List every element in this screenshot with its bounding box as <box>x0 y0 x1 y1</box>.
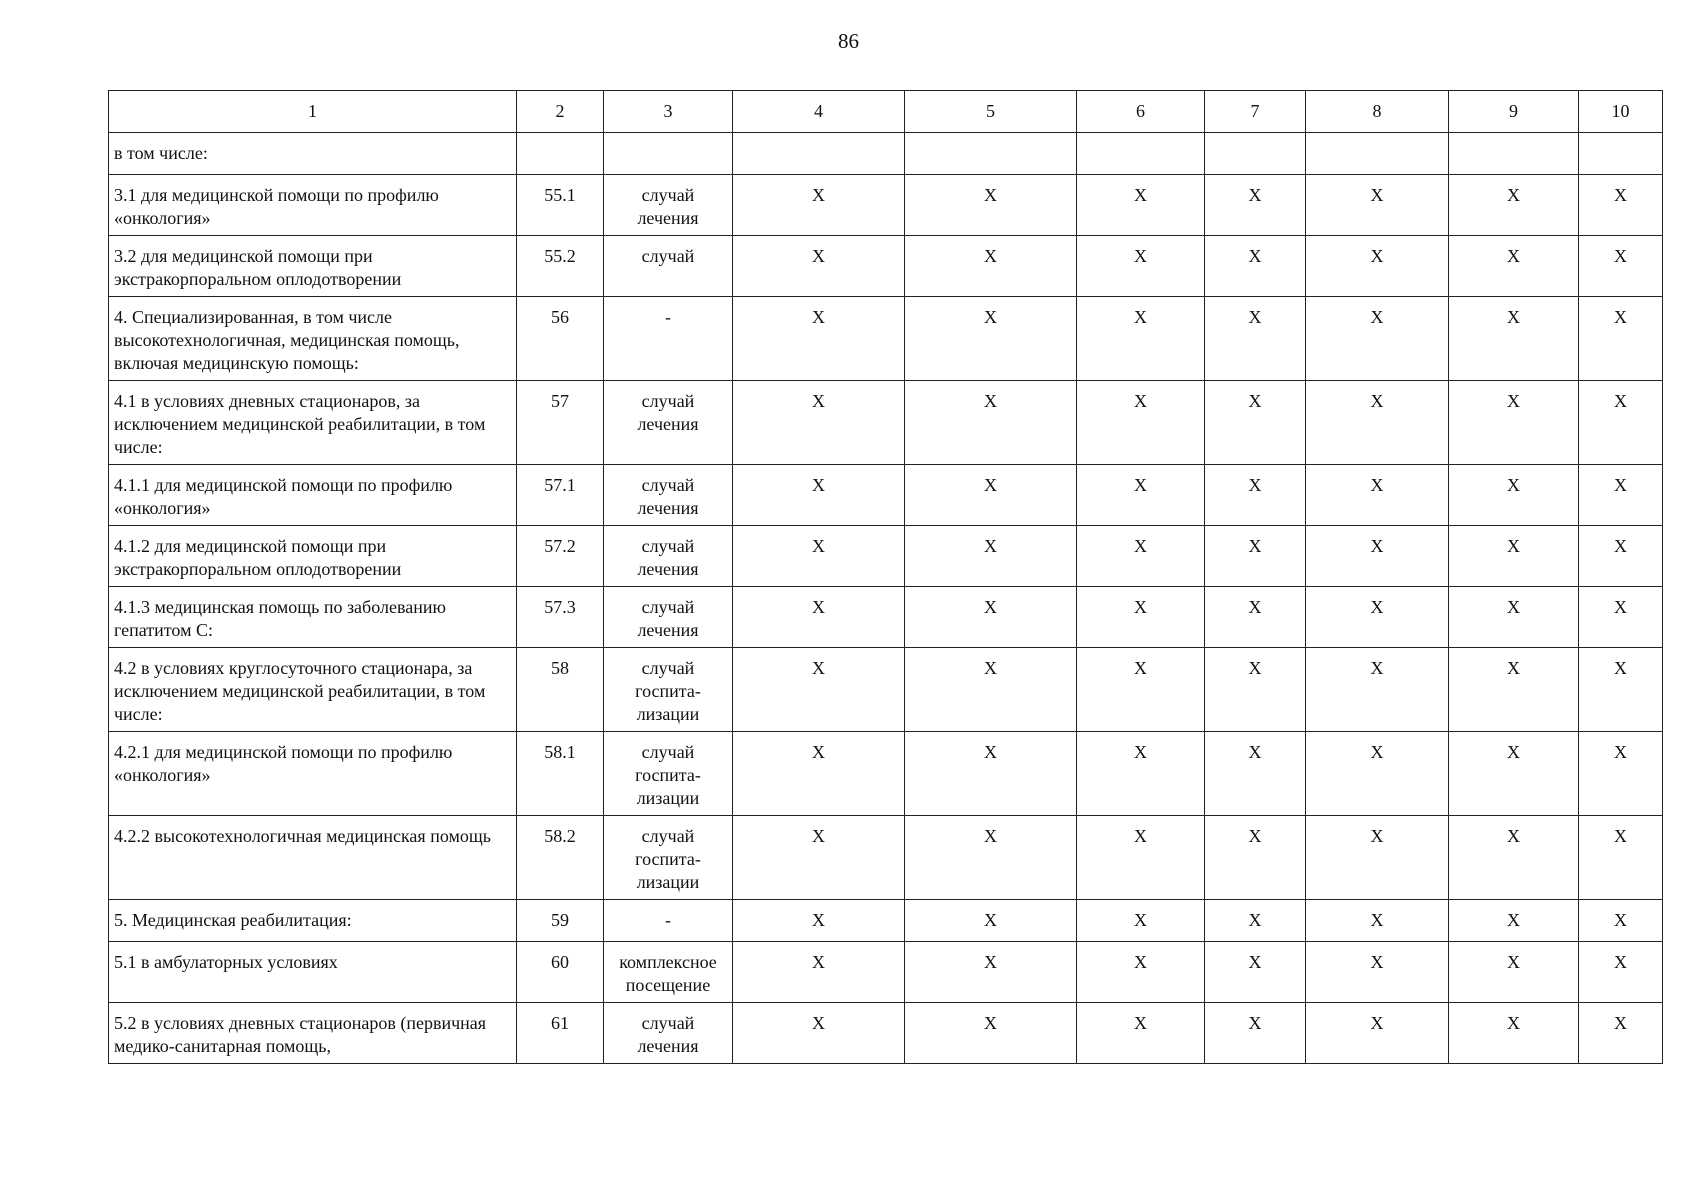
row-value-cell: X <box>1449 526 1579 587</box>
row-value-cell: X <box>1306 1003 1449 1064</box>
row-value-cell: X <box>1306 942 1449 1003</box>
table-row <box>109 236 1663 297</box>
row-value-cell: X <box>1579 732 1663 816</box>
row-value-cell <box>733 133 905 175</box>
row-value-cell <box>1077 133 1205 175</box>
row-value-cell: X <box>1449 236 1579 297</box>
header-cell: 1 <box>109 91 517 133</box>
table-header-row <box>109 91 1663 133</box>
row-name-cell: 4.1.3 медицинская помощь по заболеванию гепатитом С: <box>109 587 517 648</box>
row-value-cell: X <box>1579 1003 1663 1064</box>
row-value-cell: X <box>733 587 905 648</box>
table-row <box>109 465 1663 526</box>
row-value-cell: X <box>1306 526 1449 587</box>
table-row <box>109 381 1663 465</box>
row-value-cell: X <box>1205 297 1306 381</box>
row-value-cell: X <box>1579 175 1663 236</box>
row-value-cell: X <box>1449 942 1579 1003</box>
row-code-cell: 58 <box>517 648 604 732</box>
row-value-cell: X <box>1205 236 1306 297</box>
row-name-cell: 5.2 в условиях дневных стационаров (первичная медико-санитарная помощь, <box>109 1003 517 1064</box>
header-cell: 6 <box>1077 91 1205 133</box>
table-row <box>109 175 1663 236</box>
row-value-cell: X <box>1579 381 1663 465</box>
row-name-cell: 4.1 в условиях дневных стационаров, за исключением медицинской реабилитации, в том числе: <box>109 381 517 465</box>
row-value-cell: X <box>1579 587 1663 648</box>
row-value-cell: X <box>905 381 1077 465</box>
header-cell: 7 <box>1205 91 1306 133</box>
row-unit-cell: случай госпита-лизации <box>604 732 733 816</box>
data-table <box>108 90 1663 1064</box>
row-value-cell: X <box>1306 648 1449 732</box>
row-value-cell: X <box>1077 1003 1205 1064</box>
row-value-cell: X <box>1077 297 1205 381</box>
row-value-cell: X <box>1205 732 1306 816</box>
table-row <box>109 587 1663 648</box>
row-value-cell: X <box>905 526 1077 587</box>
row-value-cell: X <box>905 465 1077 526</box>
row-value-cell: X <box>905 732 1077 816</box>
row-value-cell: X <box>1449 648 1579 732</box>
row-value-cell: X <box>733 648 905 732</box>
table-row <box>109 648 1663 732</box>
row-name-cell: 3.2 для медицинской помощи при экстракорпоральном оплодотворении <box>109 236 517 297</box>
row-value-cell <box>1579 133 1663 175</box>
header-cell: 8 <box>1306 91 1449 133</box>
row-value-cell <box>1205 133 1306 175</box>
header-cell: 2 <box>517 91 604 133</box>
row-value-cell: X <box>1306 900 1449 942</box>
row-unit-cell: случай лечения <box>604 587 733 648</box>
row-code-cell: 57.1 <box>517 465 604 526</box>
row-value-cell: X <box>905 236 1077 297</box>
row-name-cell: 5. Медицинская реабилитация: <box>109 900 517 942</box>
row-value-cell: X <box>905 816 1077 900</box>
row-unit-cell: случай лечения <box>604 465 733 526</box>
row-code-cell: 59 <box>517 900 604 942</box>
row-unit-cell <box>604 133 733 175</box>
table-row <box>109 732 1663 816</box>
row-value-cell: X <box>1449 297 1579 381</box>
row-value-cell: X <box>1077 587 1205 648</box>
row-value-cell <box>1306 133 1449 175</box>
row-value-cell: X <box>1077 465 1205 526</box>
row-code-cell <box>517 133 604 175</box>
row-value-cell: X <box>1306 236 1449 297</box>
row-name-cell: 4. Специализированная, в том числе высокотехнологичная, медицинская помощь, включая медицинскую помощь: <box>109 297 517 381</box>
row-value-cell: X <box>1205 381 1306 465</box>
row-unit-cell: случай госпита-лизации <box>604 816 733 900</box>
row-unit-cell: - <box>604 297 733 381</box>
row-value-cell: X <box>1077 175 1205 236</box>
row-value-cell: X <box>905 648 1077 732</box>
row-value-cell: X <box>733 236 905 297</box>
row-value-cell: X <box>733 465 905 526</box>
row-name-cell: 4.2.2 высокотехнологичная медицинская помощь <box>109 816 517 900</box>
row-value-cell: X <box>733 175 905 236</box>
row-code-cell: 58.2 <box>517 816 604 900</box>
row-code-cell: 58.1 <box>517 732 604 816</box>
row-value-cell: X <box>1205 942 1306 1003</box>
row-value-cell: X <box>1205 1003 1306 1064</box>
row-name-cell: 4.2 в условиях круглосуточного стационара, за исключением медицинской реабилитации, в том числе: <box>109 648 517 732</box>
row-value-cell: X <box>905 297 1077 381</box>
row-value-cell: X <box>1205 816 1306 900</box>
table-row <box>109 942 1663 1003</box>
row-value-cell: X <box>1077 526 1205 587</box>
row-code-cell: 57.2 <box>517 526 604 587</box>
table-row <box>109 133 1663 175</box>
row-value-cell: X <box>905 900 1077 942</box>
row-name-cell: 4.2.1 для медицинской помощи по профилю «онкология» <box>109 732 517 816</box>
row-name-cell: 5.1 в амбулаторных условиях <box>109 942 517 1003</box>
row-value-cell: X <box>1449 900 1579 942</box>
row-value-cell: X <box>1579 465 1663 526</box>
row-value-cell: X <box>1579 297 1663 381</box>
table-row <box>109 816 1663 900</box>
header-cell: 5 <box>905 91 1077 133</box>
row-name-cell: 4.1.1 для медицинской помощи по профилю «онкология» <box>109 465 517 526</box>
row-code-cell: 55.2 <box>517 236 604 297</box>
row-value-cell: X <box>1449 175 1579 236</box>
row-value-cell: X <box>1579 236 1663 297</box>
row-value-cell: X <box>1205 900 1306 942</box>
row-code-cell: 56 <box>517 297 604 381</box>
row-value-cell: X <box>733 1003 905 1064</box>
row-value-cell: X <box>1579 526 1663 587</box>
row-value-cell: X <box>1306 465 1449 526</box>
row-value-cell: X <box>905 587 1077 648</box>
header-cell: 4 <box>733 91 905 133</box>
header-cell: 10 <box>1579 91 1663 133</box>
table-row <box>109 526 1663 587</box>
row-value-cell: X <box>1306 816 1449 900</box>
row-value-cell <box>1449 133 1579 175</box>
row-value-cell: X <box>1077 942 1205 1003</box>
row-value-cell: X <box>733 381 905 465</box>
row-unit-cell: случай госпита-лизации <box>604 648 733 732</box>
row-value-cell: X <box>733 526 905 587</box>
row-value-cell: X <box>1077 381 1205 465</box>
row-value-cell: X <box>1306 297 1449 381</box>
row-value-cell: X <box>1306 381 1449 465</box>
row-value-cell: X <box>1077 732 1205 816</box>
row-code-cell: 60 <box>517 942 604 1003</box>
row-unit-cell: случай лечения <box>604 381 733 465</box>
row-value-cell: X <box>1077 900 1205 942</box>
table-row <box>109 1003 1663 1064</box>
row-code-cell: 55.1 <box>517 175 604 236</box>
row-value-cell: X <box>1306 587 1449 648</box>
row-value-cell: X <box>1077 648 1205 732</box>
row-value-cell: X <box>1449 381 1579 465</box>
row-value-cell: X <box>1205 175 1306 236</box>
row-value-cell: X <box>1205 648 1306 732</box>
row-code-cell: 61 <box>517 1003 604 1064</box>
table-row <box>109 900 1663 942</box>
row-value-cell: X <box>1205 526 1306 587</box>
row-value-cell: X <box>1077 236 1205 297</box>
row-code-cell: 57 <box>517 381 604 465</box>
row-value-cell: X <box>1579 816 1663 900</box>
row-value-cell: X <box>1449 465 1579 526</box>
row-value-cell: X <box>1579 942 1663 1003</box>
row-unit-cell: - <box>604 900 733 942</box>
row-value-cell: X <box>733 816 905 900</box>
row-value-cell: X <box>1449 816 1579 900</box>
row-unit-cell: случай лечения <box>604 1003 733 1064</box>
row-value-cell: X <box>1306 732 1449 816</box>
row-unit-cell: случай <box>604 236 733 297</box>
row-value-cell: X <box>1579 648 1663 732</box>
header-cell: 9 <box>1449 91 1579 133</box>
row-value-cell: X <box>905 175 1077 236</box>
page-number: 86 <box>838 29 859 53</box>
header-cell: 3 <box>604 91 733 133</box>
row-value-cell: X <box>733 900 905 942</box>
row-code-cell: 57.3 <box>517 587 604 648</box>
row-value-cell: X <box>733 297 905 381</box>
row-value-cell: X <box>1449 1003 1579 1064</box>
row-value-cell: X <box>733 942 905 1003</box>
row-value-cell: X <box>1579 900 1663 942</box>
row-value-cell: X <box>1306 175 1449 236</box>
row-unit-cell: комплексное посещение <box>604 942 733 1003</box>
row-value-cell: X <box>1205 465 1306 526</box>
row-value-cell: X <box>905 1003 1077 1064</box>
row-name-cell: в том числе: <box>109 133 517 175</box>
row-unit-cell: случай лечения <box>604 526 733 587</box>
table-row <box>109 297 1663 381</box>
row-value-cell: X <box>1205 587 1306 648</box>
row-name-cell: 4.1.2 для медицинской помощи при экстракорпоральном оплодотворении <box>109 526 517 587</box>
row-value-cell: X <box>905 942 1077 1003</box>
row-value-cell: X <box>1449 587 1579 648</box>
row-value-cell: X <box>1449 732 1579 816</box>
row-value-cell <box>905 133 1077 175</box>
row-name-cell: 3.1 для медицинской помощи по профилю «онкология» <box>109 175 517 236</box>
row-unit-cell: случай лечения <box>604 175 733 236</box>
row-value-cell: X <box>1077 816 1205 900</box>
row-value-cell: X <box>733 732 905 816</box>
